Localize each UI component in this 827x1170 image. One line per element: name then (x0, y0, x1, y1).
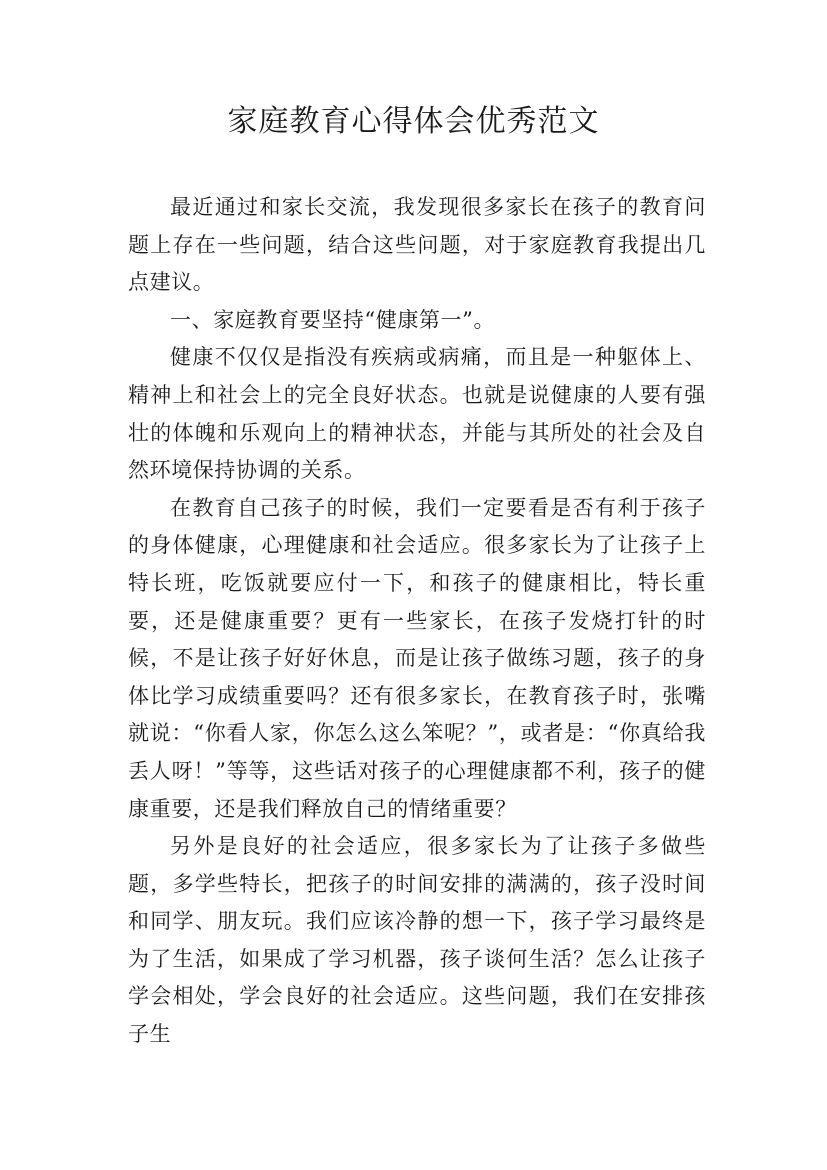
document-body (128, 189, 706, 1054)
paragraph-child-health: 在教育自己孩子的时候，我们一定要看是否有利于孩子的身体健康，心理健康和社会适应。很多家长为了让孩子上特长班，吃饭就要应付一下，和孩子的健康相比，特长重要，还是健康重要？更有一些家长，在孩子发烧打针的时候，不是让孩子好好休息，而是让孩子做练习题，孩子的身体比学习成绩重要吗？还有很多家长，在教育孩子时，张嘴就说：“你看人家，你怎么这么笨呢？”，或者是：“你真给我丢人呀！”等等，这些话对孩子的心理健康都不利，孩子的健康重要，还是我们释放自己的情绪重要？ (128, 495, 706, 821)
paragraph-health-definition: 健康不仅仅是指没有疾病或病痛，而且是一种躯体上、精神上和社会上的完全良好状态。也就是说健康的人要有强壮的体魄和乐观向上的精神状态，并能与其所处的社会及自然环境保持协调的关系。 (128, 345, 706, 483)
document-title: 家庭教育心得体会优秀范文 (227, 104, 600, 139)
section-heading-health-first: 一、家庭教育要坚持“健康第一”。 (170, 307, 496, 332)
paragraph-intro: 最近通过和家长交流，我发现很多家长在孩子的教育问题上存在一些问题，结合这些问题，对于家庭教育我提出几点建议。 (128, 195, 706, 295)
paragraph-social-adaptation: 另外是良好的社会适应，很多家长为了让孩子多做些题，多学些特长，把孩子的时间安排的满满的，孩子没时间和同学、朋友玩。我们应该冷静的想一下，孩子学习最终是为了生活，如果成了学习机器，孩子谈何生活？怎么让孩子学会相处，学会良好的社会适应。这些问题，我们在安排孩子生 (128, 834, 706, 1047)
